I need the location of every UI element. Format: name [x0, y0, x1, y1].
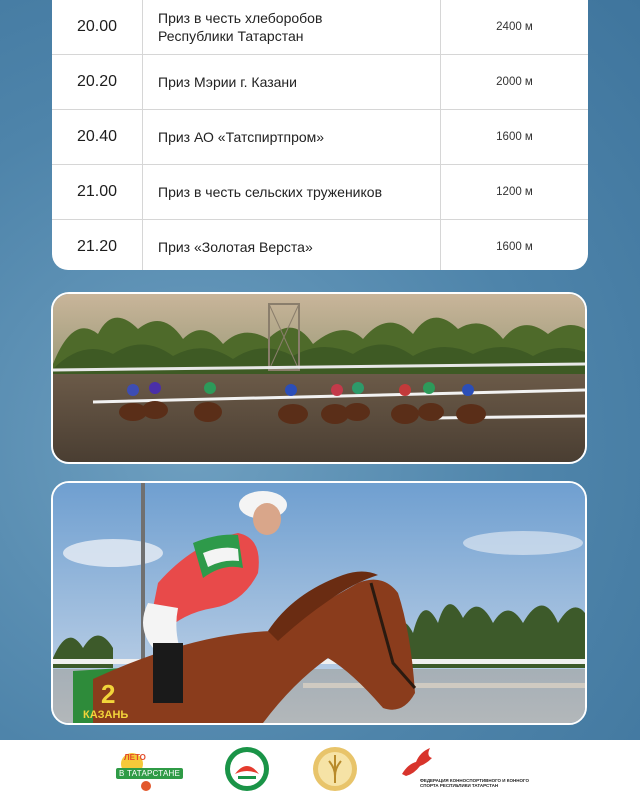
footer-logos	[0, 740, 640, 800]
federation-name: ФЕДЕРАЦИЯ КОННОСПОРТИВНОГО И КОННОГО СПОРТА РЕСПУБЛИКИ ТАТАРСТАН	[420, 778, 530, 788]
table-row	[52, 110, 588, 165]
leto-v-tatarstane-logo	[106, 750, 186, 794]
saddle-text: КАЗАНЬ	[83, 709, 129, 721]
race-time: 21.00	[52, 165, 143, 219]
race-name-line1: Приз в честь хлеборобов	[158, 10, 323, 26]
race-distance: 1600 м	[496, 131, 533, 143]
race-distance: 2000 м	[496, 76, 533, 88]
race-name	[143, 0, 441, 54]
leto-subtitle: В ТАТАРСТАНЕ	[116, 768, 183, 779]
horse-federation-logo-icon	[398, 744, 438, 780]
race-name: Приз в честь сельских тружеников	[143, 165, 441, 219]
race-group-photo	[51, 292, 587, 464]
leto-label: ЛЕТО	[124, 753, 146, 762]
saddle-number: 2	[101, 679, 116, 709]
race-distance: 1200 м	[496, 186, 533, 198]
race-name: Приз «Золотая Верста»	[143, 220, 441, 270]
table-row	[52, 220, 588, 270]
race-time: 20.00	[52, 0, 143, 54]
race-name: Приз АО «Татспиртпром»	[143, 110, 441, 164]
race-name-line2: Республики Татарстан	[158, 28, 304, 44]
table-row	[52, 165, 588, 220]
race-time: 20.40	[52, 110, 143, 164]
race-name: Приз Мэрии г. Казани	[143, 55, 441, 109]
race-time: 20.20	[52, 55, 143, 109]
tatarstan-emblem-icon	[224, 746, 270, 792]
race-time: 21.20	[52, 220, 143, 270]
table-row	[52, 55, 588, 110]
table-row	[52, 0, 588, 55]
agriculture-ministry-emblem-icon	[312, 746, 358, 792]
race-distance: 1600 м	[496, 241, 533, 253]
race-schedule-table	[52, 0, 588, 270]
race-distance: 2400 м	[496, 21, 533, 33]
jockey-closeup-photo	[51, 481, 587, 725]
